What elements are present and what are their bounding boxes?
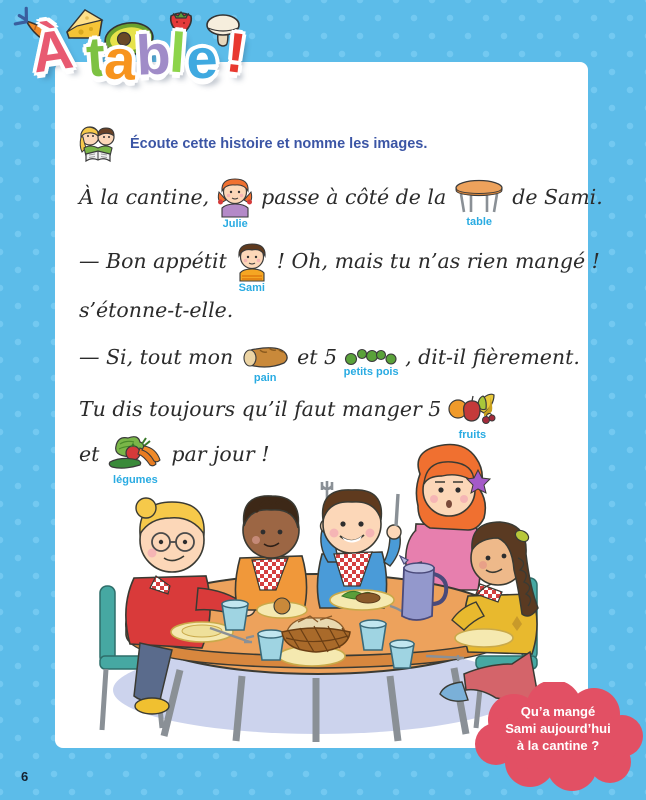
julie-picture-word [216,176,254,230]
bread-icon [240,342,290,372]
picture-word-label: pain [253,372,277,384]
title-letter: l [168,20,189,85]
title-letter: À [27,16,77,85]
picture-word-label: Julie [222,218,248,230]
table-icon [453,178,505,216]
story-line-2 [79,236,600,294]
fruits-icon [448,389,496,429]
instruction-text: Écoute cette histoire et nomme les images. [130,136,428,152]
story-text: de Sami. [512,185,603,209]
page-number: 6 [21,769,29,784]
question-bubble [472,682,644,794]
page-title [27,16,250,92]
vegetables-icon [106,434,164,474]
story-text: — Si, tout mon [79,345,234,369]
legumes-picture-word [106,434,164,486]
picture-word-label: petits pois [343,366,399,378]
story-text: s’étonne-t-elle. [79,298,234,322]
question-text [472,704,644,755]
pois-picture-word [343,348,399,378]
picture-word-label: table [466,216,493,228]
story-text: Tu dis toujours qu’il faut manger 5 [79,397,442,421]
picture-word-label: Sami [238,282,265,294]
julie-icon [216,176,254,218]
title-letter: ! [223,20,250,85]
table-picture-word [453,178,505,228]
cup [360,620,386,650]
listening-kids-icon [76,124,120,164]
pain-picture-word [240,342,290,384]
cup [390,640,414,668]
sami-picture-word [234,240,270,294]
cup [258,630,284,660]
peas-icon [344,348,398,366]
boy-orange-shirt [235,496,306,610]
question-line: Sami aujourd’hui [505,720,611,736]
title-letter: b [134,22,173,87]
instruction-row [76,124,427,164]
story-text: — Bon appétit [79,249,227,273]
title-letter: t [84,24,108,89]
picture-word-label: fruits [458,429,487,441]
picture-word-label: légumes [113,474,158,486]
story-text: et 5 [297,345,338,369]
story-line-1 [79,172,603,230]
story-line-4 [79,332,580,382]
question-line: Qu’a mangé [520,704,596,719]
fruits-picture-word [448,389,496,441]
story-text: passe à côté de la [261,185,447,209]
cup [222,600,248,630]
story-text: , dit-il fièrement. [405,345,580,369]
story-text: À la cantine, [79,185,210,209]
story-text: ! Oh, mais tu n’as rien mangé ! [276,249,600,273]
title-letter: a [103,27,138,92]
sami-icon [234,240,270,282]
story-line-6 [79,428,270,486]
story-line-5 [79,384,496,441]
title-letter: e [185,26,219,91]
story-text: et [79,442,100,466]
story-text: par jour ! [171,442,270,466]
question-line: à la cantine ? [516,737,600,753]
story-line-3 [79,290,233,330]
